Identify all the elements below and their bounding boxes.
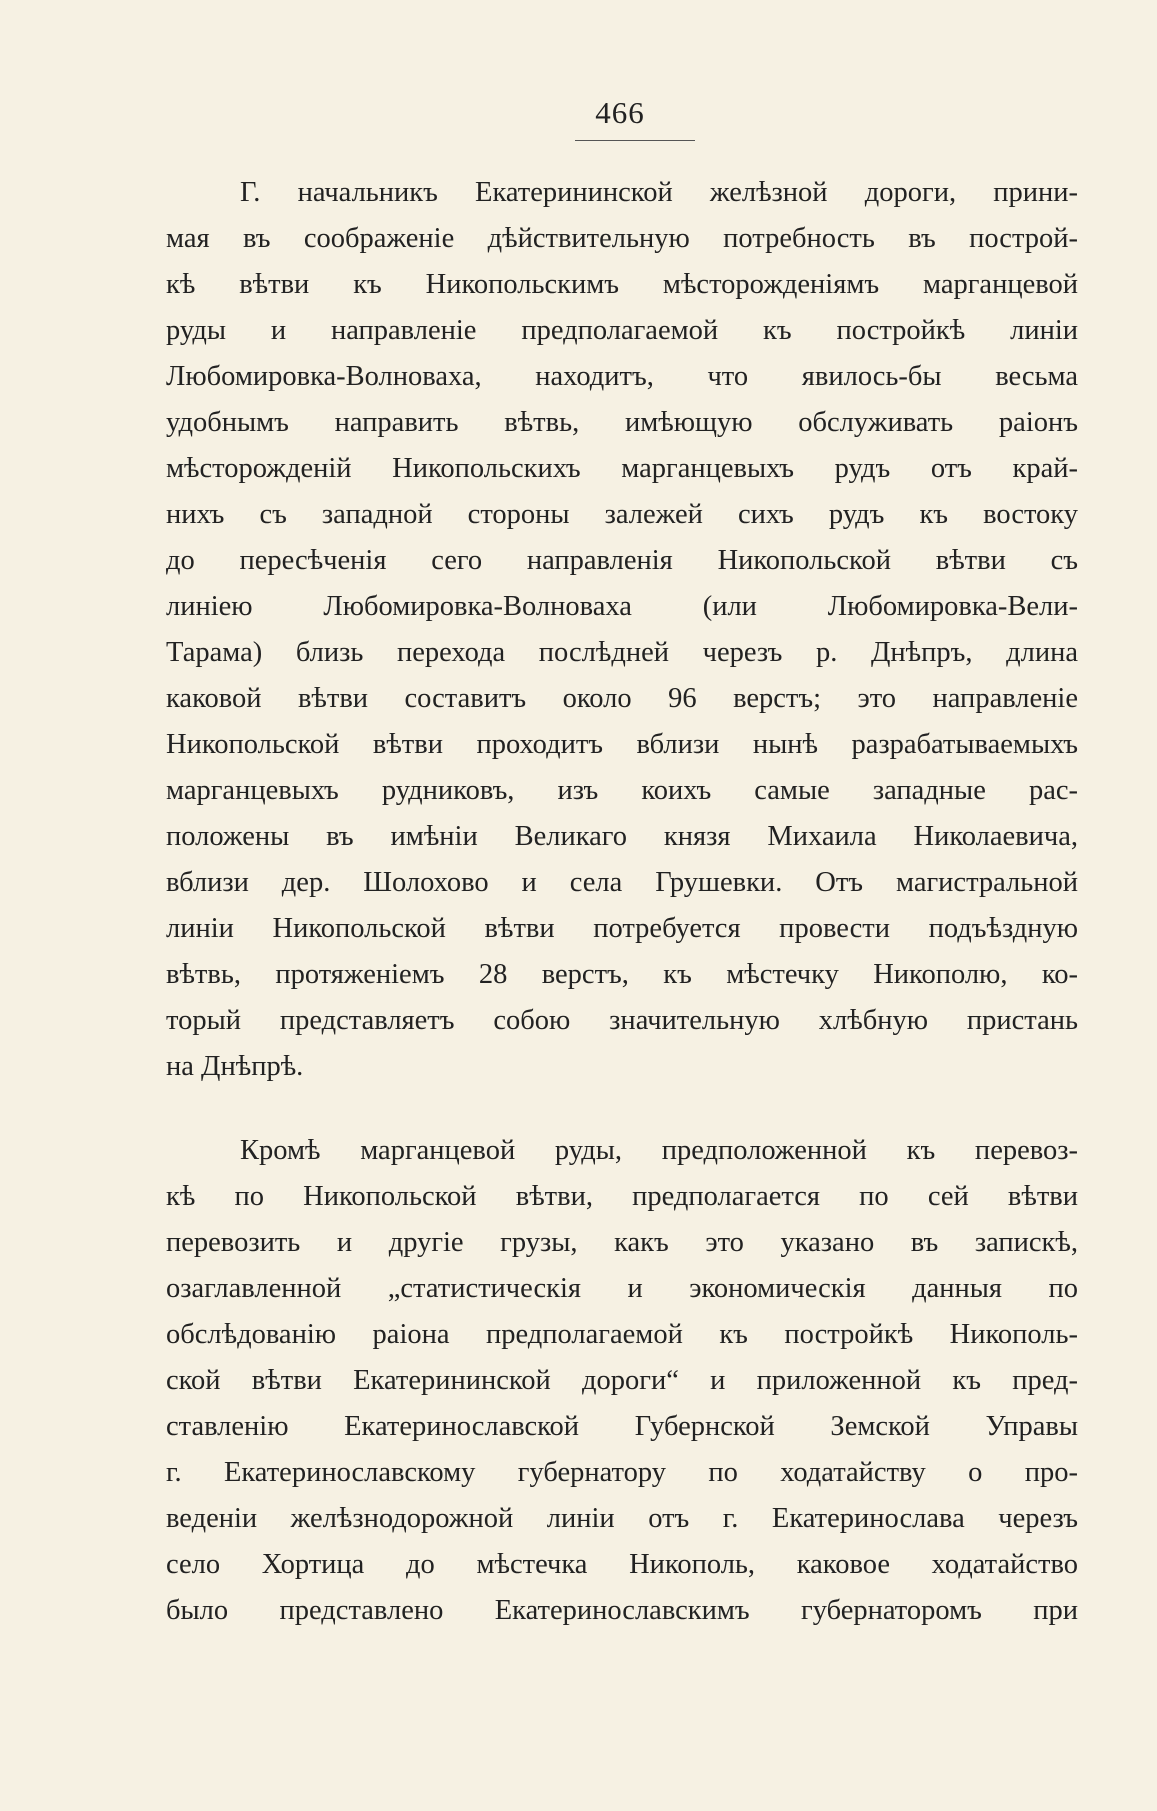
text-line: Любомировка-Волноваха, находитъ, что явилось-бы весьма [166, 361, 1078, 392]
text-line: линіи Никопольской вѣтви потребуется провести подъѣздную [166, 913, 1078, 944]
text-line: Г. начальникъ Екатерининской желѣзной дороги, прини- [240, 177, 1078, 208]
page-number: 466 [595, 95, 645, 130]
text-line: ской вѣтви Екатерининской дороги“ и приложенной къ пред- [166, 1365, 1078, 1396]
text-line: озаглавленной „статистическія и экономическія данныя по [166, 1273, 1078, 1304]
text-line: было представлено Екатеринославскимъ губернаторомъ при [166, 1595, 1078, 1626]
text-line: до пересѣченія сего направленія Никопольской вѣтви съ [166, 545, 1078, 576]
text-line: Никопольской вѣтви проходитъ вблизи нынѣ разрабатываемыхъ [166, 729, 1078, 760]
paragraph-2 [166, 1128, 1078, 1634]
text-line: вѣтвь, протяженіемъ 28 верстъ, къ мѣстечку Никополю, ко- [166, 959, 1078, 990]
text-line: нихъ съ западной стороны залежей сихъ рудъ къ востоку [166, 499, 1078, 530]
text-line: кѣ по Никопольской вѣтви, предполагается по сей вѣтви [166, 1181, 1078, 1212]
text-line: торый представляетъ собою значительную хлѣбную пристань [166, 1005, 1078, 1036]
text-line: марганцевыхъ рудниковъ, изъ коихъ самые западные рас- [166, 775, 1078, 806]
text-line: руды и направленіе предполагаемой къ постройкѣ линіи [166, 315, 1078, 346]
header-rule [575, 140, 695, 141]
text-line: село Хортица до мѣстечка Никополь, каковое ходатайство [166, 1549, 1078, 1580]
text-line: Кромѣ марганцевой руды, предположенной къ перевоз- [240, 1135, 1078, 1166]
text-line: веденіи желѣзнодорожной линіи отъ г. Екатеринослава черезъ [166, 1503, 1078, 1534]
text-line: ставленію Екатеринославской Губернской Земской Управы [166, 1411, 1078, 1442]
text-line: кѣ вѣтви къ Никопольскимъ мѣсторожденіямъ марганцевой [166, 269, 1078, 300]
text-line: обслѣдованію раіона предполагаемой къ постройкѣ Никополь- [166, 1319, 1078, 1350]
text-line: вблизи дер. Шолохово и села Грушевки. Отъ магистральной [166, 867, 1078, 898]
paragraph-1 [166, 170, 1078, 1090]
text-line: г. Екатеринославскому губернатору по ходатайству о про- [166, 1457, 1078, 1488]
text-line: каковой вѣтви составитъ около 96 верстъ; это направленіе [166, 683, 1078, 714]
text-line: Тарама) близь перехода послѣдней черезъ р. Днѣпръ, длина [166, 637, 1078, 668]
text-line: линіею Любомировка-Волноваха (или Любомировка-Вели- [166, 591, 1078, 622]
text-line: мая въ соображеніе дѣйствительную потребность въ построй- [166, 223, 1078, 254]
text-line: перевозить и другіе грузы, какъ это указано въ запискѣ, [166, 1227, 1078, 1258]
text-line: положены въ имѣніи Великаго князя Михаила Николаевича, [166, 821, 1078, 852]
text-line: на Днѣпрѣ. [166, 1051, 304, 1082]
text-line: мѣсторожденій Никопольскихъ марганцевыхъ рудъ отъ край- [166, 453, 1078, 484]
text-line: удобнымъ направить вѣтвь, имѣющую обслуживать раіонъ [166, 407, 1078, 438]
